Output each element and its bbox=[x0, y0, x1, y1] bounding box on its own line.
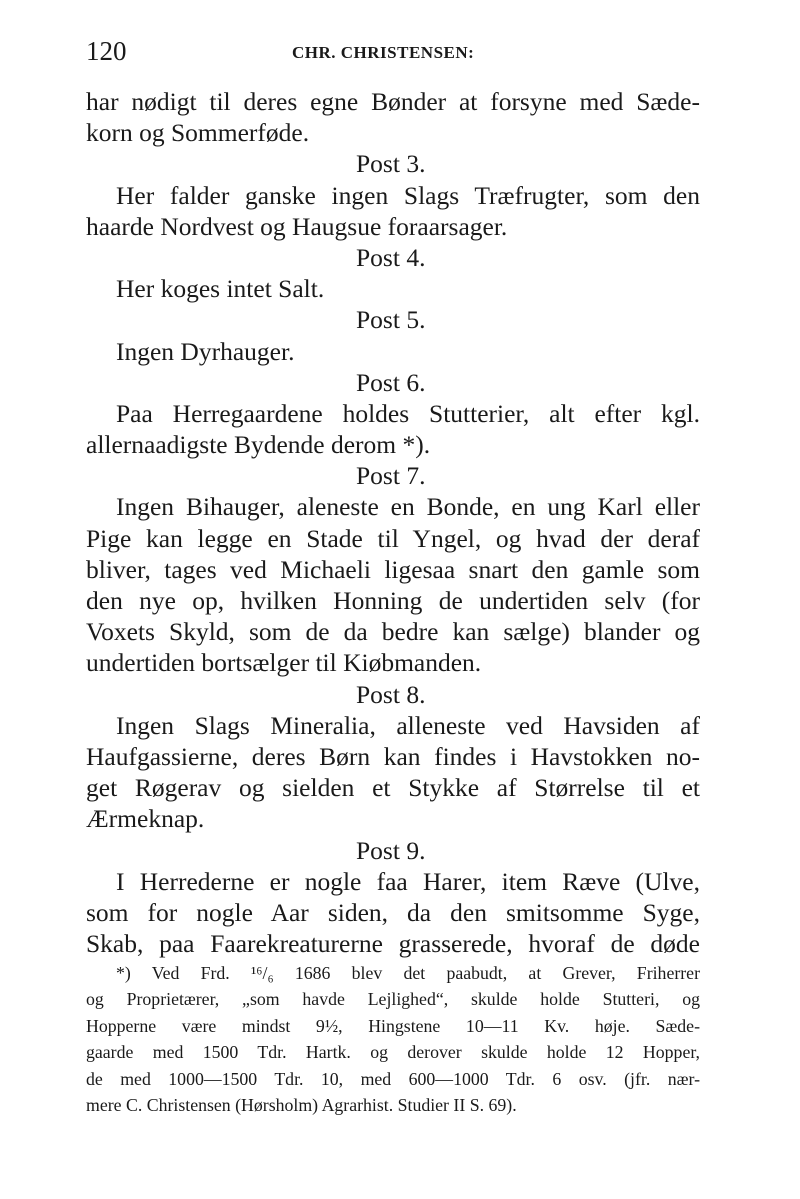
text-line: Her koges intet Salt. bbox=[116, 274, 325, 304]
footnote-line: de med 1000—1500 Tdr. 10, med 600—1000 Tdr. 6 osv. (jfr. nær- bbox=[86, 1068, 700, 1089]
section-heading: Post 3. bbox=[356, 149, 426, 179]
text-line: undertiden bortsælger til Kiøbmanden. bbox=[86, 648, 482, 678]
text-line: har nødigt til deres egne Bønder at forsyne med Sæde- bbox=[86, 87, 700, 116]
footnote-line: gaarde med 1500 Tdr. Hartk. og derover skulde holde 12 Hopper, bbox=[86, 1042, 700, 1063]
section-heading: Post 5. bbox=[356, 305, 426, 335]
text-line: som for nogle Aar siden, da den smitsomme Syge, bbox=[86, 897, 700, 927]
text-line: Ærmeknap. bbox=[86, 804, 205, 834]
section-heading: Post 9. bbox=[356, 835, 426, 865]
text-line: Her falder ganske ingen Slags Træfrugter, som den bbox=[116, 180, 700, 210]
text-line: Voxets Skyld, som de da bedre kan sælge) blander og bbox=[86, 617, 700, 647]
section-heading: Post 7. bbox=[356, 461, 426, 491]
text-line: Paa Herregaardene holdes Stutterier, alt efter kgl. bbox=[116, 398, 700, 428]
text-line: I Herrederne er nogle faa Harer, item Ræve (Ulve, bbox=[116, 866, 700, 896]
text-line: Ingen Dyrhauger. bbox=[116, 336, 295, 366]
text-line: Ingen Slags Mineralia, alleneste ved Havsiden af bbox=[116, 710, 700, 740]
page-header bbox=[86, 34, 706, 74]
footnote bbox=[86, 960, 700, 1118]
section-heading: Post 6. bbox=[356, 367, 426, 397]
running-head: CHR. CHRISTENSEN: bbox=[292, 43, 475, 62]
text-line: Skab, paa Faarekreaturerne grasserede, hvoraf de døde bbox=[86, 929, 700, 959]
body-text bbox=[86, 86, 700, 959]
page-number: 120 bbox=[86, 36, 127, 66]
text-line: allernaadigste Bydende derom *). bbox=[86, 430, 431, 460]
footnote-line: *) Ved Frd. ¹⁶/₆ 1686 blev det paabudt, at Grever, Friherrer bbox=[116, 963, 700, 983]
text-line: Pige kan legge en Stade til Yngel, og hvad der deraf bbox=[86, 523, 700, 553]
section-heading: Post 8. bbox=[356, 679, 426, 709]
footnote-line: Hopperne være mindst 9½, Hingstene 10—11 Kv. høje. Sæde- bbox=[86, 1015, 700, 1036]
footnote-line: og Proprietærer, „som havde Lejlighed“, skulde holde Stutteri, og bbox=[86, 989, 700, 1010]
text-line: Haufgassierne, deres Børn kan findes i Havstokken no- bbox=[86, 741, 700, 771]
section-heading: Post 4. bbox=[356, 242, 426, 272]
text-line: bliver, tages ved Michaeli ligesaa snart den gamle som bbox=[86, 554, 700, 584]
text-line: korn og Sommerføde. bbox=[86, 118, 310, 148]
text-line: den nye op, hvilken Honning de undertiden selv (for bbox=[86, 586, 700, 615]
text-line: haarde Nordvest og Haugsue foraarsager. bbox=[86, 211, 508, 241]
footnote-line: mere C. Christensen (Hørsholm) Agrarhist. Studier II S. 69). bbox=[86, 1094, 517, 1115]
text-line: Ingen Bihauger, aleneste en Bonde, en ung Karl eller bbox=[116, 492, 700, 522]
text-line: get Røgerav og sielden et Stykke af Størrelse til et bbox=[86, 773, 700, 803]
